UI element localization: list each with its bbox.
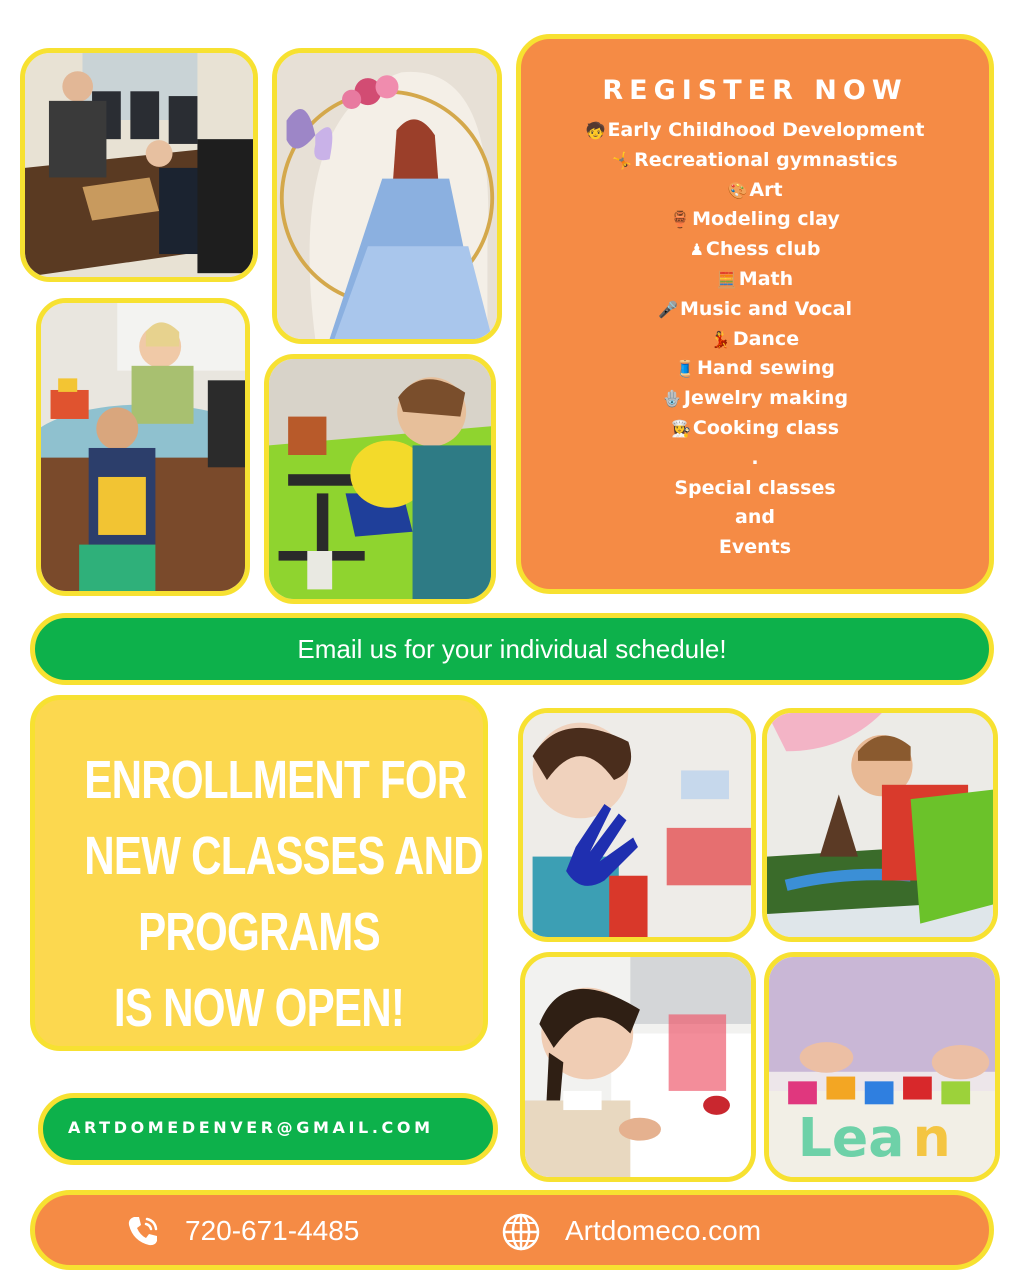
schedule-banner-text: Email us for your individual schedule! xyxy=(297,633,727,664)
enrollment-line: ENROLLMENT FOR xyxy=(84,750,467,810)
class-label: Jewelry making xyxy=(683,387,849,410)
class-label: Math xyxy=(738,267,794,290)
photo-diorama xyxy=(762,708,998,942)
class-emoji-icon: 🎨 xyxy=(727,180,748,200)
svg-text:Lea: Lea xyxy=(797,1105,905,1169)
class-emoji-icon: 🪬 xyxy=(661,389,682,409)
class-label: Recreational gymnastics xyxy=(634,148,898,171)
photo-craft-boy xyxy=(264,354,496,604)
class-emoji-icon: 🧮 xyxy=(716,269,737,289)
register-title: REGISTER NOW xyxy=(602,75,908,106)
class-list-item xyxy=(521,325,989,355)
class-label: Music and Vocal xyxy=(679,297,852,320)
class-label: Hand sewing xyxy=(697,357,835,380)
enrollment-line: IS NOW OPEN! xyxy=(113,978,405,1038)
class-emoji-icon: 👩‍🍳 xyxy=(670,418,691,438)
email-text: ARTDOMEDENVER@GMAIL.COM xyxy=(68,1118,434,1137)
class-label: Cooking class xyxy=(692,416,840,439)
class-list-item xyxy=(521,116,989,146)
class-label: Art xyxy=(749,178,783,201)
class-list-item xyxy=(521,235,989,265)
contact-bar xyxy=(30,1190,994,1270)
enrollment-heading xyxy=(84,742,483,1046)
register-panel xyxy=(516,34,994,594)
class-list-item xyxy=(521,474,989,504)
class-label: . xyxy=(751,446,759,469)
photo-girl-craft xyxy=(520,952,756,1182)
class-label: Chess club xyxy=(705,238,821,261)
enrollment-line: NEW CLASSES AND xyxy=(84,826,483,886)
class-label: and xyxy=(735,506,775,529)
photo-teacher-child xyxy=(36,298,250,596)
class-label: Modeling clay xyxy=(692,208,840,231)
enrollment-panel xyxy=(30,695,488,1051)
class-emoji-icon: ♟ xyxy=(689,240,704,260)
website-link[interactable]: Artdomeco.com xyxy=(565,1215,762,1246)
class-emoji-icon: 🎤 xyxy=(658,299,678,319)
class-label: Dance xyxy=(732,327,800,350)
class-emoji-icon: 🧒 xyxy=(585,121,606,140)
phone-icon xyxy=(125,1213,161,1249)
class-label: Events xyxy=(718,536,792,559)
class-emoji-icon: 🤸 xyxy=(612,150,633,170)
photo-chess-club xyxy=(20,48,258,282)
class-list-item xyxy=(521,503,989,533)
phone-number[interactable]: 720-671-4485 xyxy=(185,1215,360,1246)
class-list-item xyxy=(521,384,989,414)
class-emoji-icon: 🏺 xyxy=(670,210,691,230)
photo-painted-hand xyxy=(518,708,756,942)
svg-text:n: n xyxy=(912,1105,951,1169)
class-list-item xyxy=(521,295,989,325)
enrollment-line: PROGRAMS xyxy=(138,902,380,962)
class-list-item xyxy=(521,414,989,444)
class-list-item xyxy=(521,354,989,384)
class-emoji-icon: 💃 xyxy=(710,329,731,349)
class-list-item xyxy=(521,205,989,235)
class-label: Special classes xyxy=(674,476,836,499)
class-list xyxy=(521,116,989,563)
schedule-banner xyxy=(30,613,994,685)
photo-princess-event xyxy=(272,48,502,344)
class-emoji-icon: 🧵 xyxy=(675,359,696,379)
class-list-item xyxy=(521,146,989,176)
globe-icon xyxy=(501,1212,541,1252)
class-label: Early Childhood Development xyxy=(607,119,925,141)
email-link[interactable] xyxy=(38,1093,498,1165)
class-list-item xyxy=(521,265,989,295)
class-list-item xyxy=(521,533,989,563)
photo-learn-letters xyxy=(764,952,1000,1182)
class-list-item xyxy=(521,176,989,206)
class-list-item xyxy=(521,444,989,474)
